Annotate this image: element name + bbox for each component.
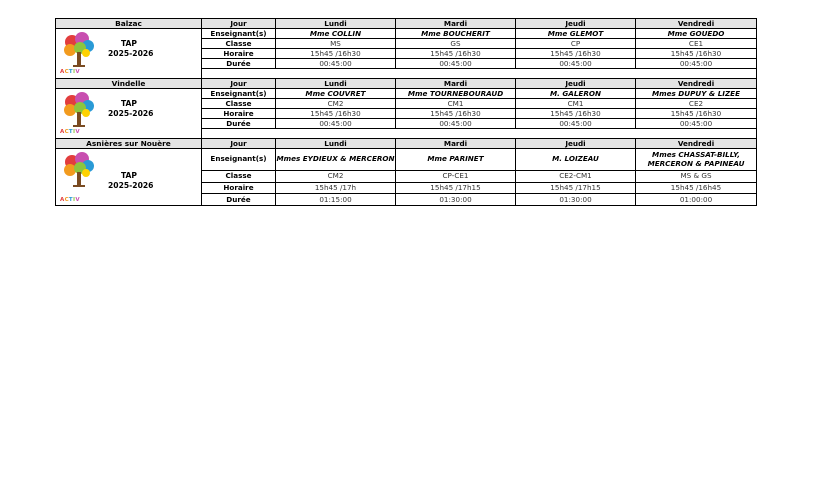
class-cell: CP-CE1 bbox=[396, 171, 516, 183]
schedule-table bbox=[55, 18, 757, 206]
teachers-label: Enseignant(s) bbox=[202, 149, 276, 171]
teacher-cell: Mme GLEMOT bbox=[516, 29, 636, 39]
teacher-cell: Mme COLLIN bbox=[276, 29, 396, 39]
teacher-cell: Mmes EYDIEUX & MERCERON bbox=[276, 149, 396, 171]
class-cell: CP bbox=[516, 39, 636, 49]
hours-cell: 15h45 /16h30 bbox=[636, 49, 757, 59]
school-year: 2025-2026 bbox=[108, 180, 154, 190]
day-header-mardi: Mardi bbox=[396, 79, 516, 89]
class-cell: CM1 bbox=[516, 99, 636, 109]
hours-label: Horaire bbox=[202, 109, 276, 119]
duration-cell: 00:45:00 bbox=[636, 59, 757, 69]
spacer-cell bbox=[202, 69, 757, 79]
hours-cell: 15h45 /17h15 bbox=[516, 182, 636, 194]
teacher-cell: Mme GOUEDO bbox=[636, 29, 757, 39]
teacher-cell: M. GALERON bbox=[516, 89, 636, 99]
hours-cell: 15h45 /17h15 bbox=[396, 182, 516, 194]
day-header-vendredi: Vendredi bbox=[636, 79, 757, 89]
jour-header: Jour bbox=[202, 19, 276, 29]
hours-cell: 15h45 /16h30 bbox=[516, 109, 636, 119]
teachers-row bbox=[56, 29, 757, 39]
teacher-cell: Mmes DUPUY & LIZEE bbox=[636, 89, 757, 99]
teachers-row bbox=[56, 149, 757, 171]
tap-logo-cell bbox=[56, 29, 202, 79]
teacher-cell: Mme PARINET bbox=[396, 149, 516, 171]
colorful-tree-icon bbox=[62, 152, 96, 188]
tap-title bbox=[108, 39, 154, 58]
schedule-sheet bbox=[55, 18, 756, 206]
class-cell: CE2 bbox=[636, 99, 757, 109]
tap-label: TAP bbox=[120, 99, 138, 108]
teachers-label: Enseignant(s) bbox=[202, 89, 276, 99]
colorful-tree-icon bbox=[62, 92, 96, 128]
class-cell: CE1 bbox=[636, 39, 757, 49]
hours-label: Horaire bbox=[202, 182, 276, 194]
day-header-jeudi: Jeudi bbox=[516, 79, 636, 89]
duration-cell: 01:30:00 bbox=[516, 194, 636, 206]
duration-cell: 01:00:00 bbox=[636, 194, 757, 206]
class-label: Classe bbox=[202, 39, 276, 49]
day-header-mardi: Mardi bbox=[396, 19, 516, 29]
duration-cell: 00:45:00 bbox=[396, 59, 516, 69]
jour-header: Jour bbox=[202, 79, 276, 89]
section-header-row bbox=[56, 19, 757, 29]
teacher-cell: M. LOIZEAU bbox=[516, 149, 636, 171]
class-cell: CM1 bbox=[396, 99, 516, 109]
duration-cell: 01:15:00 bbox=[276, 194, 396, 206]
class-cell: CM2 bbox=[276, 171, 396, 183]
location-name: Vindelle bbox=[56, 79, 202, 89]
day-header-lundi: Lundi bbox=[276, 139, 396, 149]
duration-cell: 00:45:00 bbox=[516, 119, 636, 129]
class-label: Classe bbox=[202, 99, 276, 109]
section-header-row bbox=[56, 139, 757, 149]
school-year: 2025-2026 bbox=[108, 48, 154, 58]
hours-label: Horaire bbox=[202, 49, 276, 59]
hours-cell: 15h45 /16h45 bbox=[636, 182, 757, 194]
spacer-cell bbox=[202, 129, 757, 139]
class-cell: MS bbox=[276, 39, 396, 49]
colorful-tree-icon bbox=[62, 32, 96, 68]
section-header-row bbox=[56, 79, 757, 89]
hours-cell: 15h45 /16h30 bbox=[396, 49, 516, 59]
activity-logo-text: ACTIV bbox=[60, 197, 80, 203]
hours-cell: 15h45 /16h30 bbox=[636, 109, 757, 119]
class-cell: CM2 bbox=[276, 99, 396, 109]
day-header-lundi: Lundi bbox=[276, 19, 396, 29]
hours-cell: 15h45 /16h30 bbox=[276, 109, 396, 119]
class-cell: CE2-CM1 bbox=[516, 171, 636, 183]
hours-cell: 15h45 /16h30 bbox=[516, 49, 636, 59]
class-cell: MS & GS bbox=[636, 171, 757, 183]
teacher-cell: Mme COUVRET bbox=[276, 89, 396, 99]
jour-header: Jour bbox=[202, 139, 276, 149]
tap-label: TAP bbox=[120, 171, 138, 180]
duration-label: Durée bbox=[202, 59, 276, 69]
location-name: Asnières sur Nouère bbox=[56, 139, 202, 149]
duration-cell: 00:45:00 bbox=[636, 119, 757, 129]
duration-cell: 00:45:00 bbox=[276, 59, 396, 69]
duration-label: Durée bbox=[202, 194, 276, 206]
activity-logo-text: ACTIV bbox=[60, 129, 80, 135]
class-label: Classe bbox=[202, 171, 276, 183]
duration-cell: 00:45:00 bbox=[396, 119, 516, 129]
class-cell: GS bbox=[396, 39, 516, 49]
tap-logo-cell bbox=[56, 149, 202, 206]
day-header-lundi: Lundi bbox=[276, 79, 396, 89]
hours-cell: 15h45 /17h bbox=[276, 182, 396, 194]
hours-cell: 15h45 /16h30 bbox=[396, 109, 516, 119]
teachers-label: Enseignant(s) bbox=[202, 29, 276, 39]
day-header-jeudi: Jeudi bbox=[516, 139, 636, 149]
hours-cell: 15h45 /16h30 bbox=[276, 49, 396, 59]
day-header-jeudi: Jeudi bbox=[516, 19, 636, 29]
teacher-cell: Mmes CHASSAT-BILLY, MERCERON & PAPINEAU bbox=[636, 149, 757, 171]
teacher-cell: Mme TOURNEBOURAUD bbox=[396, 89, 516, 99]
activity-logo-text: ACTIV bbox=[60, 69, 80, 75]
teacher-cell: Mme BOUCHERIT bbox=[396, 29, 516, 39]
tap-title bbox=[108, 171, 154, 190]
tap-title bbox=[108, 99, 154, 118]
day-header-mardi: Mardi bbox=[396, 139, 516, 149]
duration-cell: 01:30:00 bbox=[396, 194, 516, 206]
location-name: Balzac bbox=[56, 19, 202, 29]
day-header-vendredi: Vendredi bbox=[636, 139, 757, 149]
duration-cell: 00:45:00 bbox=[276, 119, 396, 129]
tap-logo-cell bbox=[56, 89, 202, 139]
duration-label: Durée bbox=[202, 119, 276, 129]
day-header-vendredi: Vendredi bbox=[636, 19, 757, 29]
teachers-row bbox=[56, 89, 757, 99]
tap-label: TAP bbox=[120, 39, 138, 48]
duration-cell: 00:45:00 bbox=[516, 59, 636, 69]
school-year: 2025-2026 bbox=[108, 108, 154, 118]
